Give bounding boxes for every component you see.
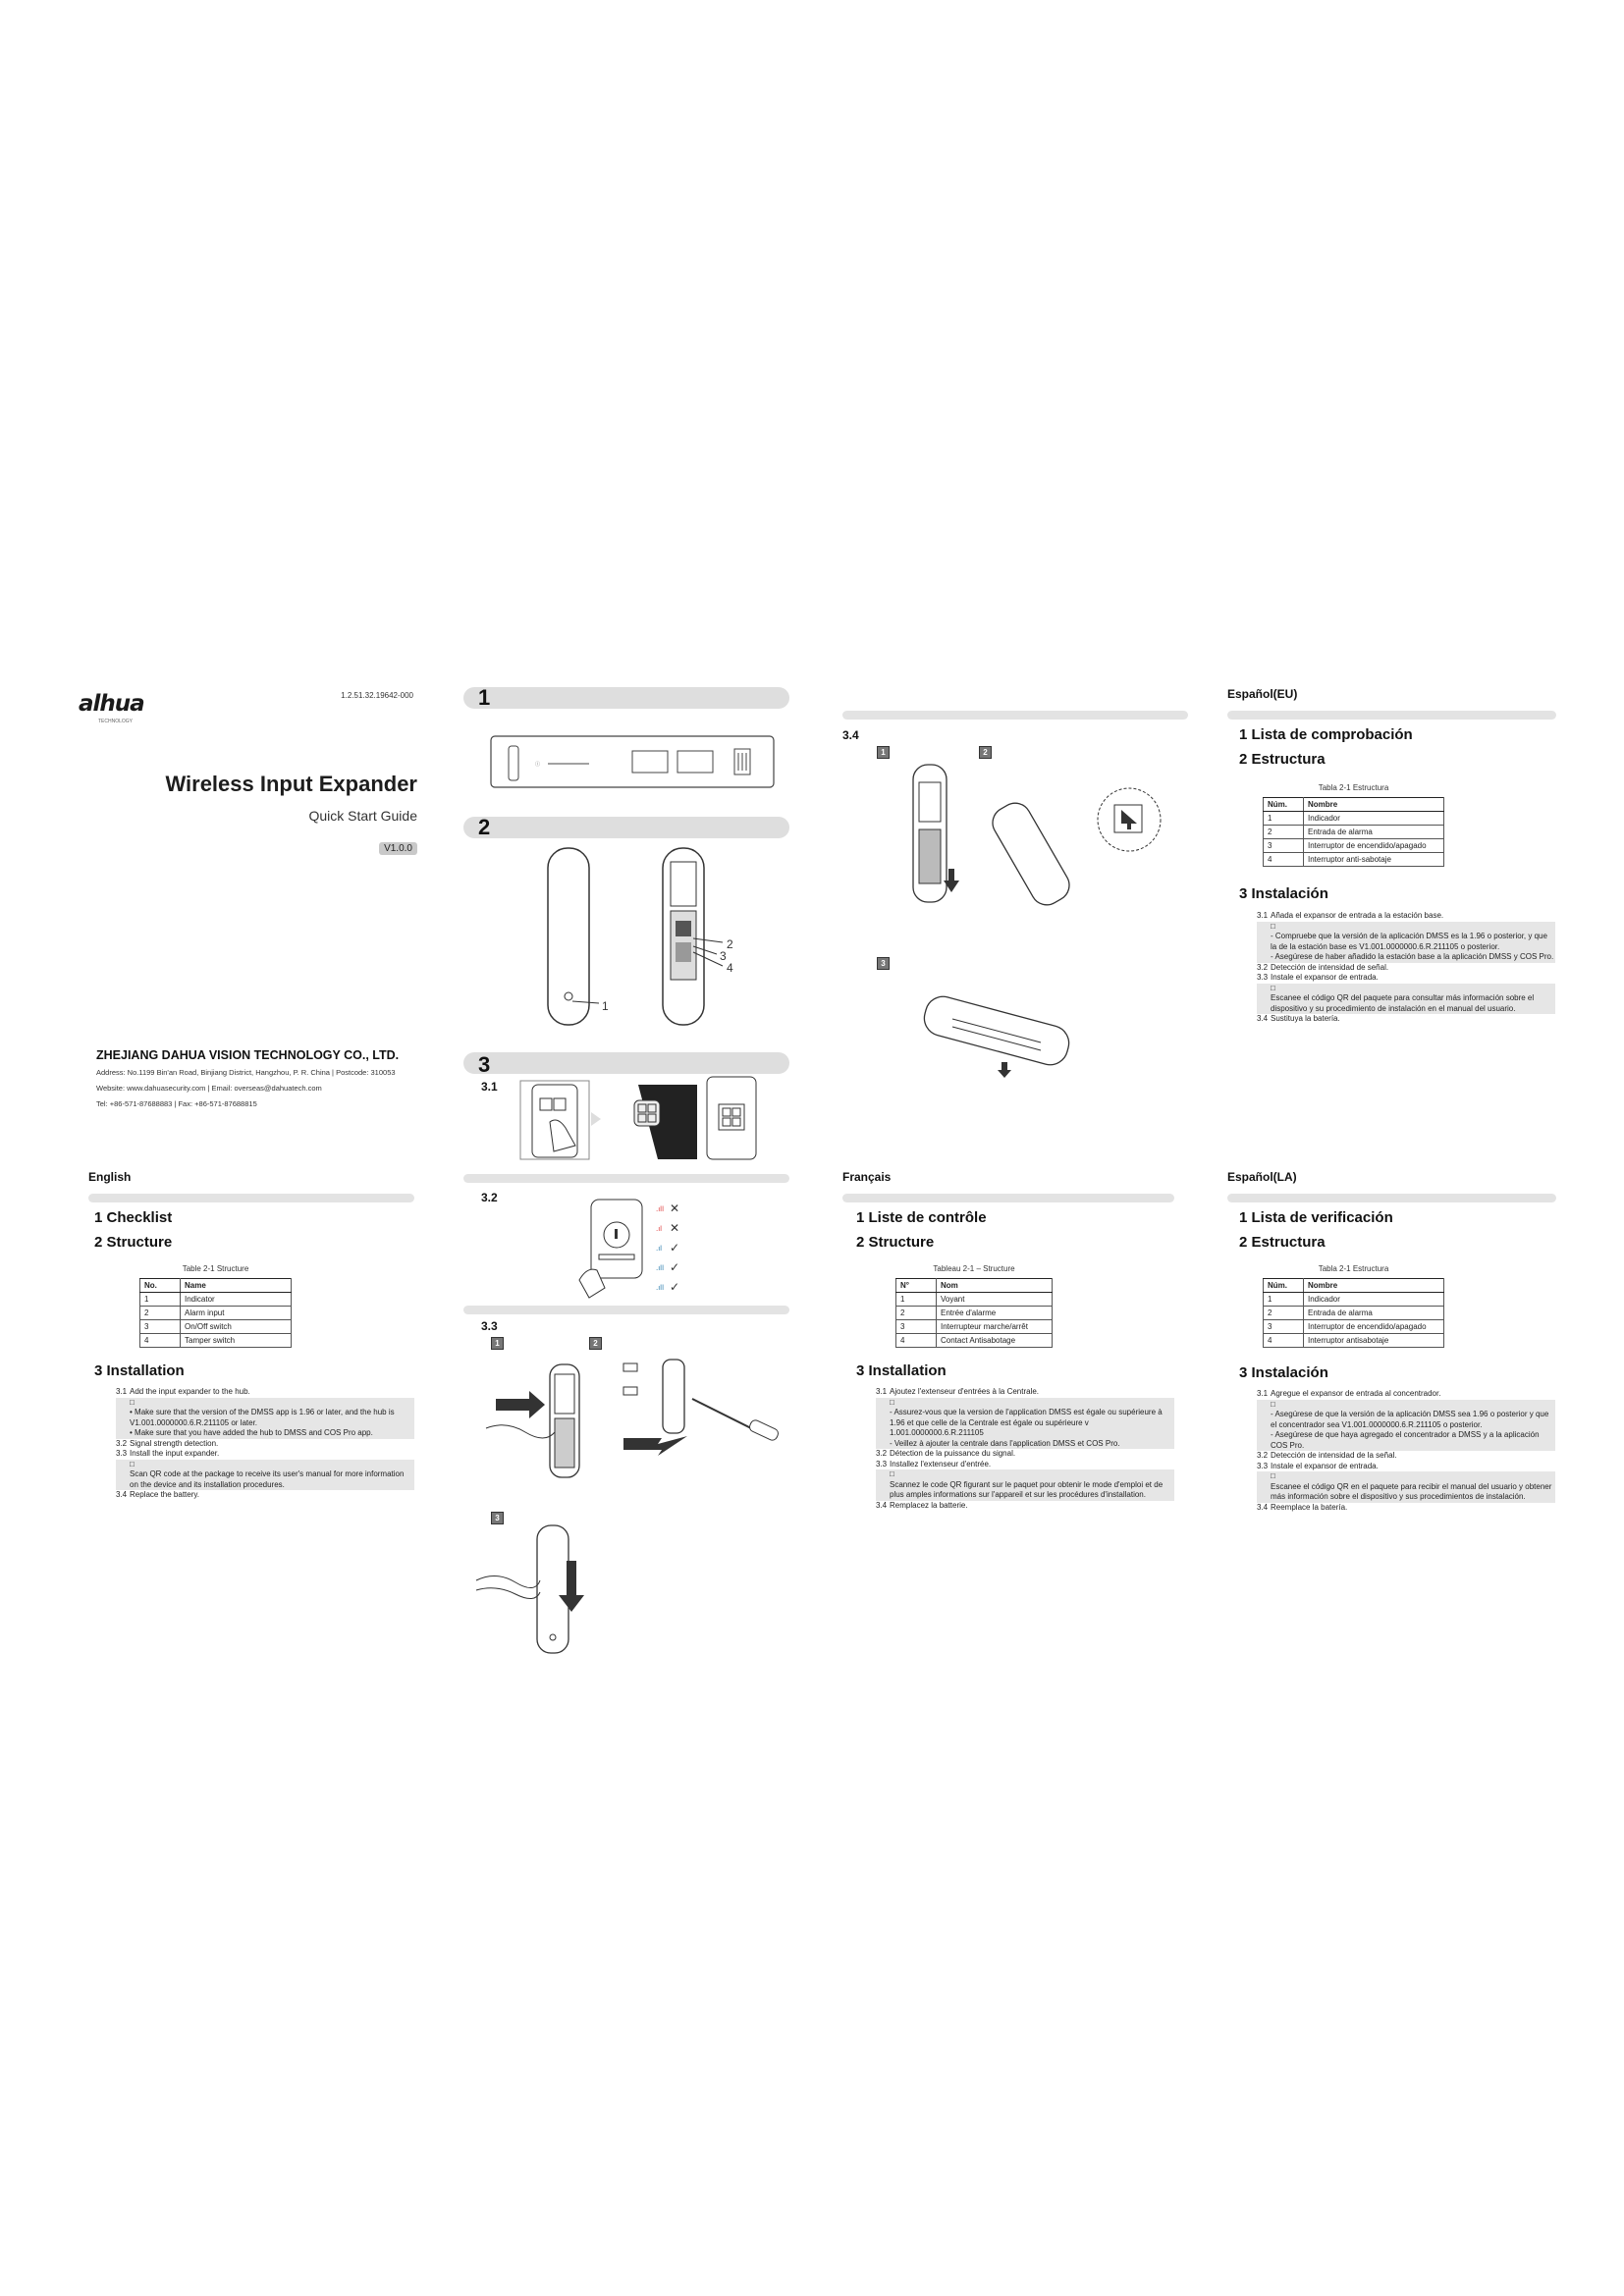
battery-box-1: 1 — [877, 746, 890, 759]
callout-1: 1 — [602, 999, 609, 1013]
table-row: 4 Tamper switch — [140, 1334, 292, 1348]
heading-installation: 3 Instalación — [1239, 1364, 1328, 1381]
doc-code: 1.2.51.32.19642-000 — [341, 691, 413, 700]
company-website: Website: www.dahuasecurity.com | Email: overseas@dahuatech.com — [96, 1084, 322, 1093]
table-row: 2 Entrée d'alarme — [896, 1307, 1053, 1320]
svg-text:✓: ✓ — [670, 1260, 680, 1274]
table-header-row: Núm. Nombre — [1264, 1279, 1444, 1293]
heading-structure: 2 Structure — [94, 1234, 173, 1251]
table-row: 2 Entrada de alarma — [1264, 826, 1444, 839]
battery-illustration-3 — [913, 982, 1090, 1090]
install-illustration-1-2 — [486, 1360, 815, 1482]
svg-text:✕: ✕ — [670, 1221, 680, 1235]
heading-installation: 3 Installation — [94, 1362, 185, 1379]
svg-text:✕: ✕ — [670, 1201, 680, 1215]
table-row: 1 Indicador — [1264, 812, 1444, 826]
company-logo: alhua — [79, 691, 144, 717]
table-row: 1 Indicador — [1264, 1293, 1444, 1307]
step-3-number: 3 — [478, 1052, 491, 1077]
table-row: 4 Interruptor antisabotaje — [1264, 1334, 1444, 1348]
heading-checklist: 1 Lista de comprobación — [1239, 726, 1413, 743]
callout-3: 3 — [720, 949, 727, 963]
structure-table — [895, 1278, 1053, 1348]
step-3-1-label: 3.1 — [481, 1080, 498, 1094]
battery-box-2: 2 — [979, 746, 992, 759]
heading-installation: 3 Installation — [856, 1362, 947, 1379]
structure-table — [1263, 1278, 1444, 1348]
step-3-3-bar — [463, 1306, 789, 1314]
lang-heading-spanish-la: Español(LA) — [1227, 1170, 1297, 1184]
step-3-4-bar — [842, 711, 1188, 720]
heading-structure: 2 Estructura — [1239, 1234, 1326, 1251]
lang-heading-english: English — [88, 1170, 132, 1184]
battery-box-3: 3 — [877, 957, 890, 970]
step-1-number: 1 — [478, 685, 491, 710]
table-caption: Tabla 2-1 Estructura — [1318, 1264, 1389, 1273]
heading-structure: 2 Estructura — [1239, 751, 1326, 768]
heading-checklist: 1 Checklist — [94, 1209, 173, 1226]
battery-illustration-1-2 — [903, 761, 1168, 908]
section-bar — [842, 1194, 1174, 1202]
table-row: 2 Entrada de alarma — [1264, 1307, 1444, 1320]
lang-heading-french: Français — [842, 1170, 892, 1184]
heading-structure: 2 Structure — [856, 1234, 935, 1251]
lang-heading-spanish-eu: Español(EU) — [1227, 687, 1298, 701]
svg-text:.ıll: .ıll — [656, 1284, 665, 1292]
svg-text:✓: ✓ — [670, 1280, 680, 1294]
step-2-bar — [463, 817, 789, 838]
company-name: ZHEJIANG DAHUA VISION TECHNOLOGY CO., LTD. — [96, 1048, 400, 1062]
svg-text:ⓘ: ⓘ — [535, 762, 541, 768]
table-caption: Tabla 2-1 Estructura — [1318, 783, 1389, 792]
step-1-bar — [463, 687, 789, 709]
table-row: 2 Alarm input — [140, 1307, 292, 1320]
installation-steps: 3.1 Add the input expander to the hub. □ • Make sure that the version of the DMSS app is 1.96 or later, and the hub is V1.001.0000000.6.R.211105 or later. • Make sure that you have added the hub to DMSS and COS Pro app. 3.2 Signal strength detection. 3.3 Install the input expander. □ Scan QR code at the package to receive its user's manual for more information on the device and its installation procedures. 3.4 Replace the battery. — [116, 1387, 414, 1501]
step-3-4-label: 3.4 — [842, 728, 859, 742]
step-3-2-label: 3.2 — [481, 1191, 498, 1204]
substep-box-1: 1 — [491, 1337, 504, 1350]
structure-table — [1263, 797, 1444, 867]
doc-subtitle: Quick Start Guide — [308, 808, 417, 824]
section-bar — [88, 1194, 414, 1202]
table-row: 3 Interruptor de encendido/apagado — [1264, 1320, 1444, 1334]
installation-steps: 3.1 Ajoutez l'extenseur d'entrées à la Centrale. □ - Assurez-vous que la version de l'application DMSS est égale ou supérieure à 1.96 et que celle de la Centrale est égale ou supérieure v 1.001.0000000.6.R.211105 - Veillez à ajouter la centrale dans l'application DMSS et COS Pro. 3.2 Détection de la puissance du signal. 3.3 Installez l'extenseur d'entrée. □ Scannez le code QR figurant sur le paquet pour obtenir le mode d'emploi et de plus amples informations sur l'appareil et sur les procédures d'installation. 3.4 Remplacez la batterie. — [876, 1387, 1174, 1511]
version-badge: V1.0.0 — [379, 842, 417, 855]
svg-text:.ıl: .ıl — [656, 1225, 663, 1233]
step-2-number: 2 — [478, 815, 491, 839]
svg-text:.ıll: .ıll — [656, 1205, 665, 1213]
table-row: 1 Voyant — [896, 1293, 1053, 1307]
step-3-2-bar — [463, 1174, 789, 1183]
table-header-row: Núm. Nombre — [1264, 798, 1444, 812]
cover-panel — [79, 687, 417, 1119]
structure-table — [139, 1278, 292, 1348]
heading-checklist: 1 Lista de verificación — [1239, 1209, 1393, 1226]
checklist-illustration — [491, 731, 776, 790]
install-illustration-3 — [476, 1522, 604, 1659]
table-row: 3 On/Off switch — [140, 1320, 292, 1334]
section-bar — [1227, 1194, 1556, 1202]
table-row: 3 Interruptor de encendido/apagado — [1264, 839, 1444, 853]
table-header-row: No. Name — [140, 1279, 292, 1293]
section-bar — [1227, 711, 1556, 720]
table-row: 4 Contact Antisabotage — [896, 1334, 1053, 1348]
table-row: 1 Indicator — [140, 1293, 292, 1307]
heading-installation: 3 Instalación — [1239, 885, 1328, 902]
step-3-3-label: 3.3 — [481, 1319, 498, 1333]
heading-checklist: 1 Liste de contrôle — [856, 1209, 987, 1226]
installation-steps: 3.1 Añada el expansor de entrada a la estación base. □ - Compruebe que la versión de la aplicación DMSS es la 1.96 o posterior, y que la de la estación base es V1.001.0000000.6.R.211105 o posterior. - Asegúrese de haber añadido la estación base a la aplicación DMSS y COS Pro. 3.2 Detección de intensidad de señal. 3.3 Instale el expansor de entrada. □ Escanee el código QR del paquete para consultar más información sobre el dispositivo y su procedimiento de instalación en el manual del usuario. 3.4 Sustituya la batería. — [1257, 911, 1554, 1023]
svg-text:.ıl: .ıl — [656, 1245, 663, 1253]
table-caption: Tableau 2-1 – Structure — [933, 1264, 1015, 1273]
substep-box-3: 3 — [491, 1512, 504, 1524]
table-row: 3 Interrupteur marche/arrêt — [896, 1320, 1053, 1334]
company-logo-sub: TECHNOLOGY — [98, 719, 134, 724]
signal-level-list — [656, 1201, 685, 1294]
table-caption: Table 2-1 Structure — [182, 1264, 249, 1273]
structure-illustration — [540, 844, 756, 1031]
svg-text:✓: ✓ — [670, 1241, 680, 1255]
step-3-bar — [463, 1052, 789, 1077]
table-row: 4 Interruptor anti-sabotaje — [1264, 853, 1444, 867]
svg-text:.ıll: .ıll — [656, 1264, 665, 1272]
callout-4: 4 — [727, 961, 733, 975]
table-header-row: N° Nom — [896, 1279, 1053, 1293]
installation-steps: 3.1 Agregue el expansor de entrada al concentrador. □ - Asegúrese de que la versión de la aplicación DMSS sea 1.96 o posterior y que el concentrador sea V1.001.0000000.6.R.211105 o posterior. - Asegúrese de que haya agregado el concentrador a DMSS y a la aplicación COS Pro. 3.2 Detección de intensidad de la señal. 3.3 Instale el expansor de entrada. □ Escanee el código QR en el paquete para recibir el manual del usuario y obtener más información sobre el dispositivo y sus procedimientos de instalación. 3.4 Reemplace la batería. — [1257, 1389, 1555, 1513]
substep-box-2: 2 — [589, 1337, 602, 1350]
callout-2: 2 — [727, 937, 733, 951]
add-to-hub-illustration — [520, 1075, 761, 1163]
company-address: Address: No.1199 Bin'an Road, Binjiang District, Hangzhou, P. R. China | Postcode: 310053 — [96, 1068, 396, 1077]
company-tel: Tel: +86-571-87688883 | Fax: +86-571-87688815 — [96, 1099, 257, 1108]
product-title: Wireless Input Expander — [165, 772, 417, 796]
